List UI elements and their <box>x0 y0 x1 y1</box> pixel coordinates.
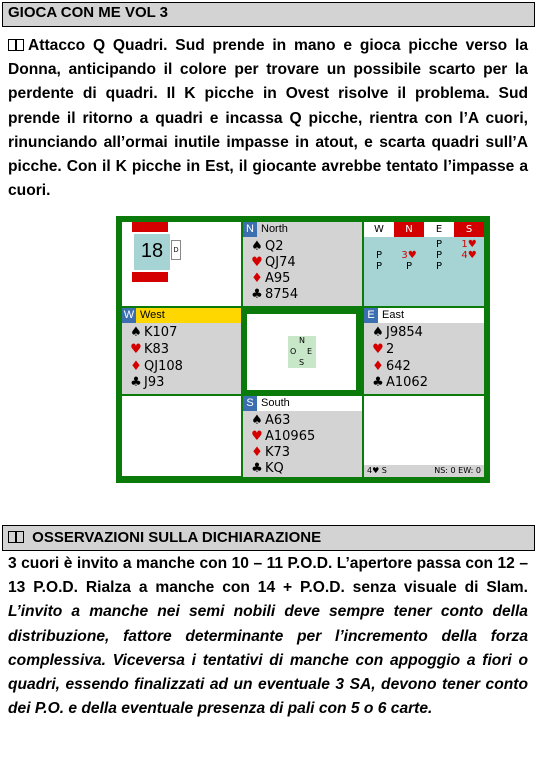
diamond-icon: ♦ <box>372 359 384 374</box>
bid-cell: P <box>435 250 443 261</box>
bid-cell: P <box>375 250 383 261</box>
compass <box>288 336 316 368</box>
bid-cell: P <box>435 261 443 272</box>
bid-header-n: N <box>394 222 424 237</box>
west-tag: W <box>123 309 135 321</box>
bid-cell: P <box>375 261 383 272</box>
south-spades: A63 <box>265 413 291 428</box>
bridge-board <box>116 216 490 483</box>
spade-icon: ♠ <box>251 413 263 428</box>
spade-icon: ♠ <box>130 325 142 340</box>
diamond-icon: ♦ <box>251 271 263 286</box>
diamond-icon: ♦ <box>130 359 142 374</box>
spade-icon: ♠ <box>251 239 263 254</box>
compass-w: O <box>290 347 297 356</box>
bid-cell: 3♥ <box>401 250 417 261</box>
result-bar <box>364 465 484 477</box>
west-hand <box>122 308 241 394</box>
club-icon: ♣ <box>372 375 384 390</box>
heart-icon: ♥ <box>251 429 263 444</box>
play-paragraph <box>8 34 528 203</box>
north-hearts: QJ74 <box>265 255 296 270</box>
heart-icon: ♥ <box>251 255 263 270</box>
club-icon: ♣ <box>251 461 263 476</box>
north-spades: Q2 <box>265 239 284 254</box>
west-diamonds: QJ108 <box>144 359 183 374</box>
north-hand <box>243 222 362 306</box>
play-text: Attacco Q Quadri. Sud prende in mano e gioca picche verso la Donna, anticipando il colore per trovare un possibile scarto per la perdente di quadri. Il K picche in Ovest risolve il problema. Sud prende il ritorno a quadri e incassa Q picche, rientra con l’A cuori, rinunciando all’ormai inutile impasse in atout, e scarta quadri sull’A picche. Con il K picche in Est, il giocante avrebbe tentato l’impasse a cuori. <box>8 37 528 200</box>
observations-title-text: OSSERVAZIONI SULLA DICHIARAZIONE <box>32 529 322 546</box>
bid-cell <box>394 239 424 250</box>
east-tag: E <box>364 308 378 323</box>
bid-cell: 1♥ <box>461 239 477 250</box>
score: NS: 0 EW: 0 <box>434 466 481 475</box>
observations-plain: 3 cuori è invito a manche con 10 – 11 P.O.D. L’apertore passa con 12 – 13 P.O.D. Rialza a manche con 14 + P.O.D. senza visuale di Slam. <box>8 555 528 597</box>
board-number-cell <box>122 222 241 306</box>
bid-cell: P <box>435 239 443 250</box>
dealer-mark: D <box>171 240 181 260</box>
observations-italic: L’invito a manche nei semi nobili deve sempre tener conto della distribuzione, fattore determinante per l’incremento della forza complessiva. Viceversa i tentativi di manche con appoggio a fiori o quadri, essendo finalizzati ad un eventuale 3 SA, devono tener conto dei P.O. e della eventuale presenza di pali con 5 o 6 carte. <box>8 603 528 718</box>
east-diamonds: 642 <box>386 359 411 374</box>
north-name: North <box>261 223 288 235</box>
east-hearts: 2 <box>386 342 395 357</box>
diamond-icon: ♦ <box>251 445 263 460</box>
heart-icon: ♥ <box>372 342 384 357</box>
result-cell <box>364 396 484 477</box>
west-hearts: K83 <box>144 342 170 357</box>
east-hand <box>364 308 484 394</box>
empty-cell <box>122 396 241 476</box>
club-icon: ♣ <box>130 375 142 390</box>
west-name: West <box>140 309 165 321</box>
east-clubs: A1062 <box>386 375 428 390</box>
bidding-box <box>364 222 484 306</box>
bid-header-w: W <box>374 224 384 235</box>
bid-header-s: S <box>454 222 484 237</box>
south-clubs: KQ <box>265 461 284 476</box>
compass-n: N <box>299 336 305 345</box>
east-name: East <box>382 309 405 321</box>
south-tag: S <box>243 396 257 411</box>
spade-icon: ♠ <box>372 325 384 340</box>
south-name: South <box>261 397 290 409</box>
bidding-header <box>364 222 484 237</box>
bid-cell: P <box>405 261 413 272</box>
observations-paragraph <box>8 552 528 721</box>
bid-cell <box>364 239 394 250</box>
compass-e: E <box>307 347 313 356</box>
west-spades: K107 <box>144 325 178 340</box>
east-spades: J9854 <box>386 325 423 340</box>
bid-header-e: E <box>435 224 443 235</box>
west-clubs: J93 <box>144 375 165 390</box>
compass-s: S <box>299 358 305 367</box>
heart-icon: ♥ <box>130 342 142 357</box>
observations-title <box>8 529 321 546</box>
club-icon: ♣ <box>251 287 263 302</box>
book-icon <box>8 531 24 543</box>
bid-row <box>364 261 484 272</box>
bid-cell: 4♥ <box>461 250 477 261</box>
page-title: GIOCA CON ME VOL 3 <box>8 4 169 21</box>
book-icon <box>8 39 24 51</box>
south-diamonds: K73 <box>265 445 291 460</box>
board-number: 18 <box>140 240 164 262</box>
north-clubs: 8754 <box>265 287 299 302</box>
south-hand <box>243 396 362 477</box>
bid-row <box>364 250 484 261</box>
north-diamonds: A95 <box>265 271 291 286</box>
table-center <box>247 314 356 390</box>
north-tag: N <box>243 222 257 237</box>
south-hearts: A10965 <box>265 429 316 444</box>
bid-row <box>364 239 484 250</box>
bid-cell <box>454 261 484 272</box>
contract: 4♥ S <box>367 466 387 475</box>
